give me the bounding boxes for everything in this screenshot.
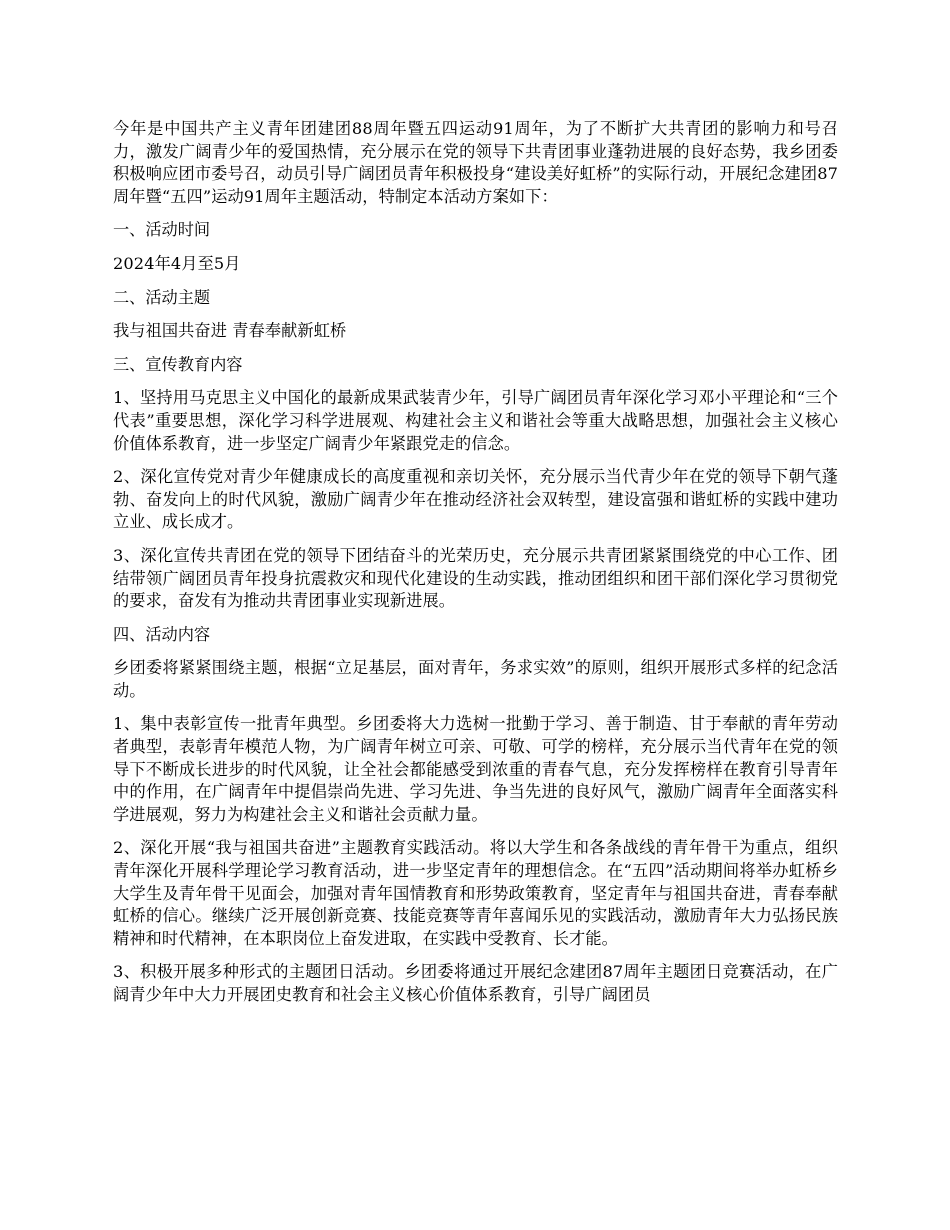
intro-paragraph: 今年是中国共产主义青年团建团88周年暨五四运动91周年，为了不断扩大共青团的影响力和号召力，激发广阔青少年的爱国热情，充分展示在党的领导下共青团事业蓬勃进展的良好态势，我乡团委积极响应团市委号召，动员引导广阔团员青年积极投身“建设美好虹桥”的实际行动，开展纪念建团87周年暨“五四”运动91周年主题活动，特制定本活动方案如下：	[113, 119, 838, 206]
section-1-heading: 一、活动时间	[113, 220, 211, 240]
section-2-body: 我与祖国共奋进 青春奉献新虹桥	[113, 321, 347, 341]
section-1-body: 2024年4月至5月	[113, 253, 241, 273]
section-3-heading: 三、宣传教育内容	[113, 354, 243, 374]
section-4-intro: 乡团委将紧紧围绕主题，根据“立足基层，面对青年，务求实效”的原则，组织开展形式多样的纪念活动。	[113, 658, 838, 700]
section-4-item: 1、集中表彰宣传一批青年典型。乡团委将大力选树一批勤于学习、善于制造、甘于奉献的青年劳动者典型，表彰青年模范人物，为广阔青年树立可亲、可敬、可学的榜样，充分展示当代青年在党的领导下不断成长进步的时代风貌，让全社会都能感受到浓重的青春气息，充分发挥榜样在教育引导青年中的作用，在广阔青年中提倡崇尚先进、学习先进、争当先进的良好风气，激励广阔青年全面落实科学进展观，努力为构建社会主义和谐社会贡献力量。	[113, 714, 838, 824]
section-3-item: 1、坚持用马克思主义中国化的最新成果武装青少年，引导广阔团员青年深化学习邓小平理论和“三个代表”重要思想，深化学习科学进展观、构建社会主义和谐社会等重大战略思想，加强社会主义核心价值体系教育，进一步坚定广阔青少年紧跟党走的信念。	[113, 388, 838, 453]
section-3-item: 3、深化宣传共青团在党的领导下团结奋斗的光荣历史，充分展示共青团紧紧围绕党的中心工作、团结带领广阔团员青年投身抗震救灾和现代化建设的生动实践，推动团组织和团干部们深化学习贯彻党的要求，奋发有为推动共青团事业实现新进展。	[113, 545, 838, 611]
section-4-item: 2、深化开展“我与祖国共奋进”主题教育实践活动。将以大学生和各条战线的青年骨干为重点，组织青年深化开展科学理论学习教育活动，进一步坚定青年的理想信念。在“五四”活动期间将举办虹桥乡大学生及青年骨干见面会，加强对青年国情教育和形势政策教育，坚定青年与祖国共奋进，青春奉献虹桥的信心。继续广泛开展创新竞赛、技能竞赛等青年喜闻乐见的实践活动，激励青年大力弘扬民族精神和时代精神，在本职岗位上奋发进取，在实践中受教育、长才能。	[113, 838, 838, 948]
section-2-heading: 二、活动主题	[113, 287, 211, 307]
section-4-item: 3、积极开展多种形式的主题团日活动。乡团委将通过开展纪念建团87周年主题团日竞赛活动，在广阔青少年中大力开展团史教育和社会主义核心价值体系教育，引导广阔团员	[113, 962, 838, 1004]
section-3-item: 2、深化宣传党对青少年健康成长的高度重视和亲切关怀，充分展示当代青少年在党的领导下朝气蓬勃、奋发向上的时代风貌，激励广阔青少年在推动经济社会双转型，建设富强和谐虹桥的实践中建功立业、成长成才。	[113, 467, 838, 532]
section-4-heading: 四、活动内容	[113, 624, 211, 644]
